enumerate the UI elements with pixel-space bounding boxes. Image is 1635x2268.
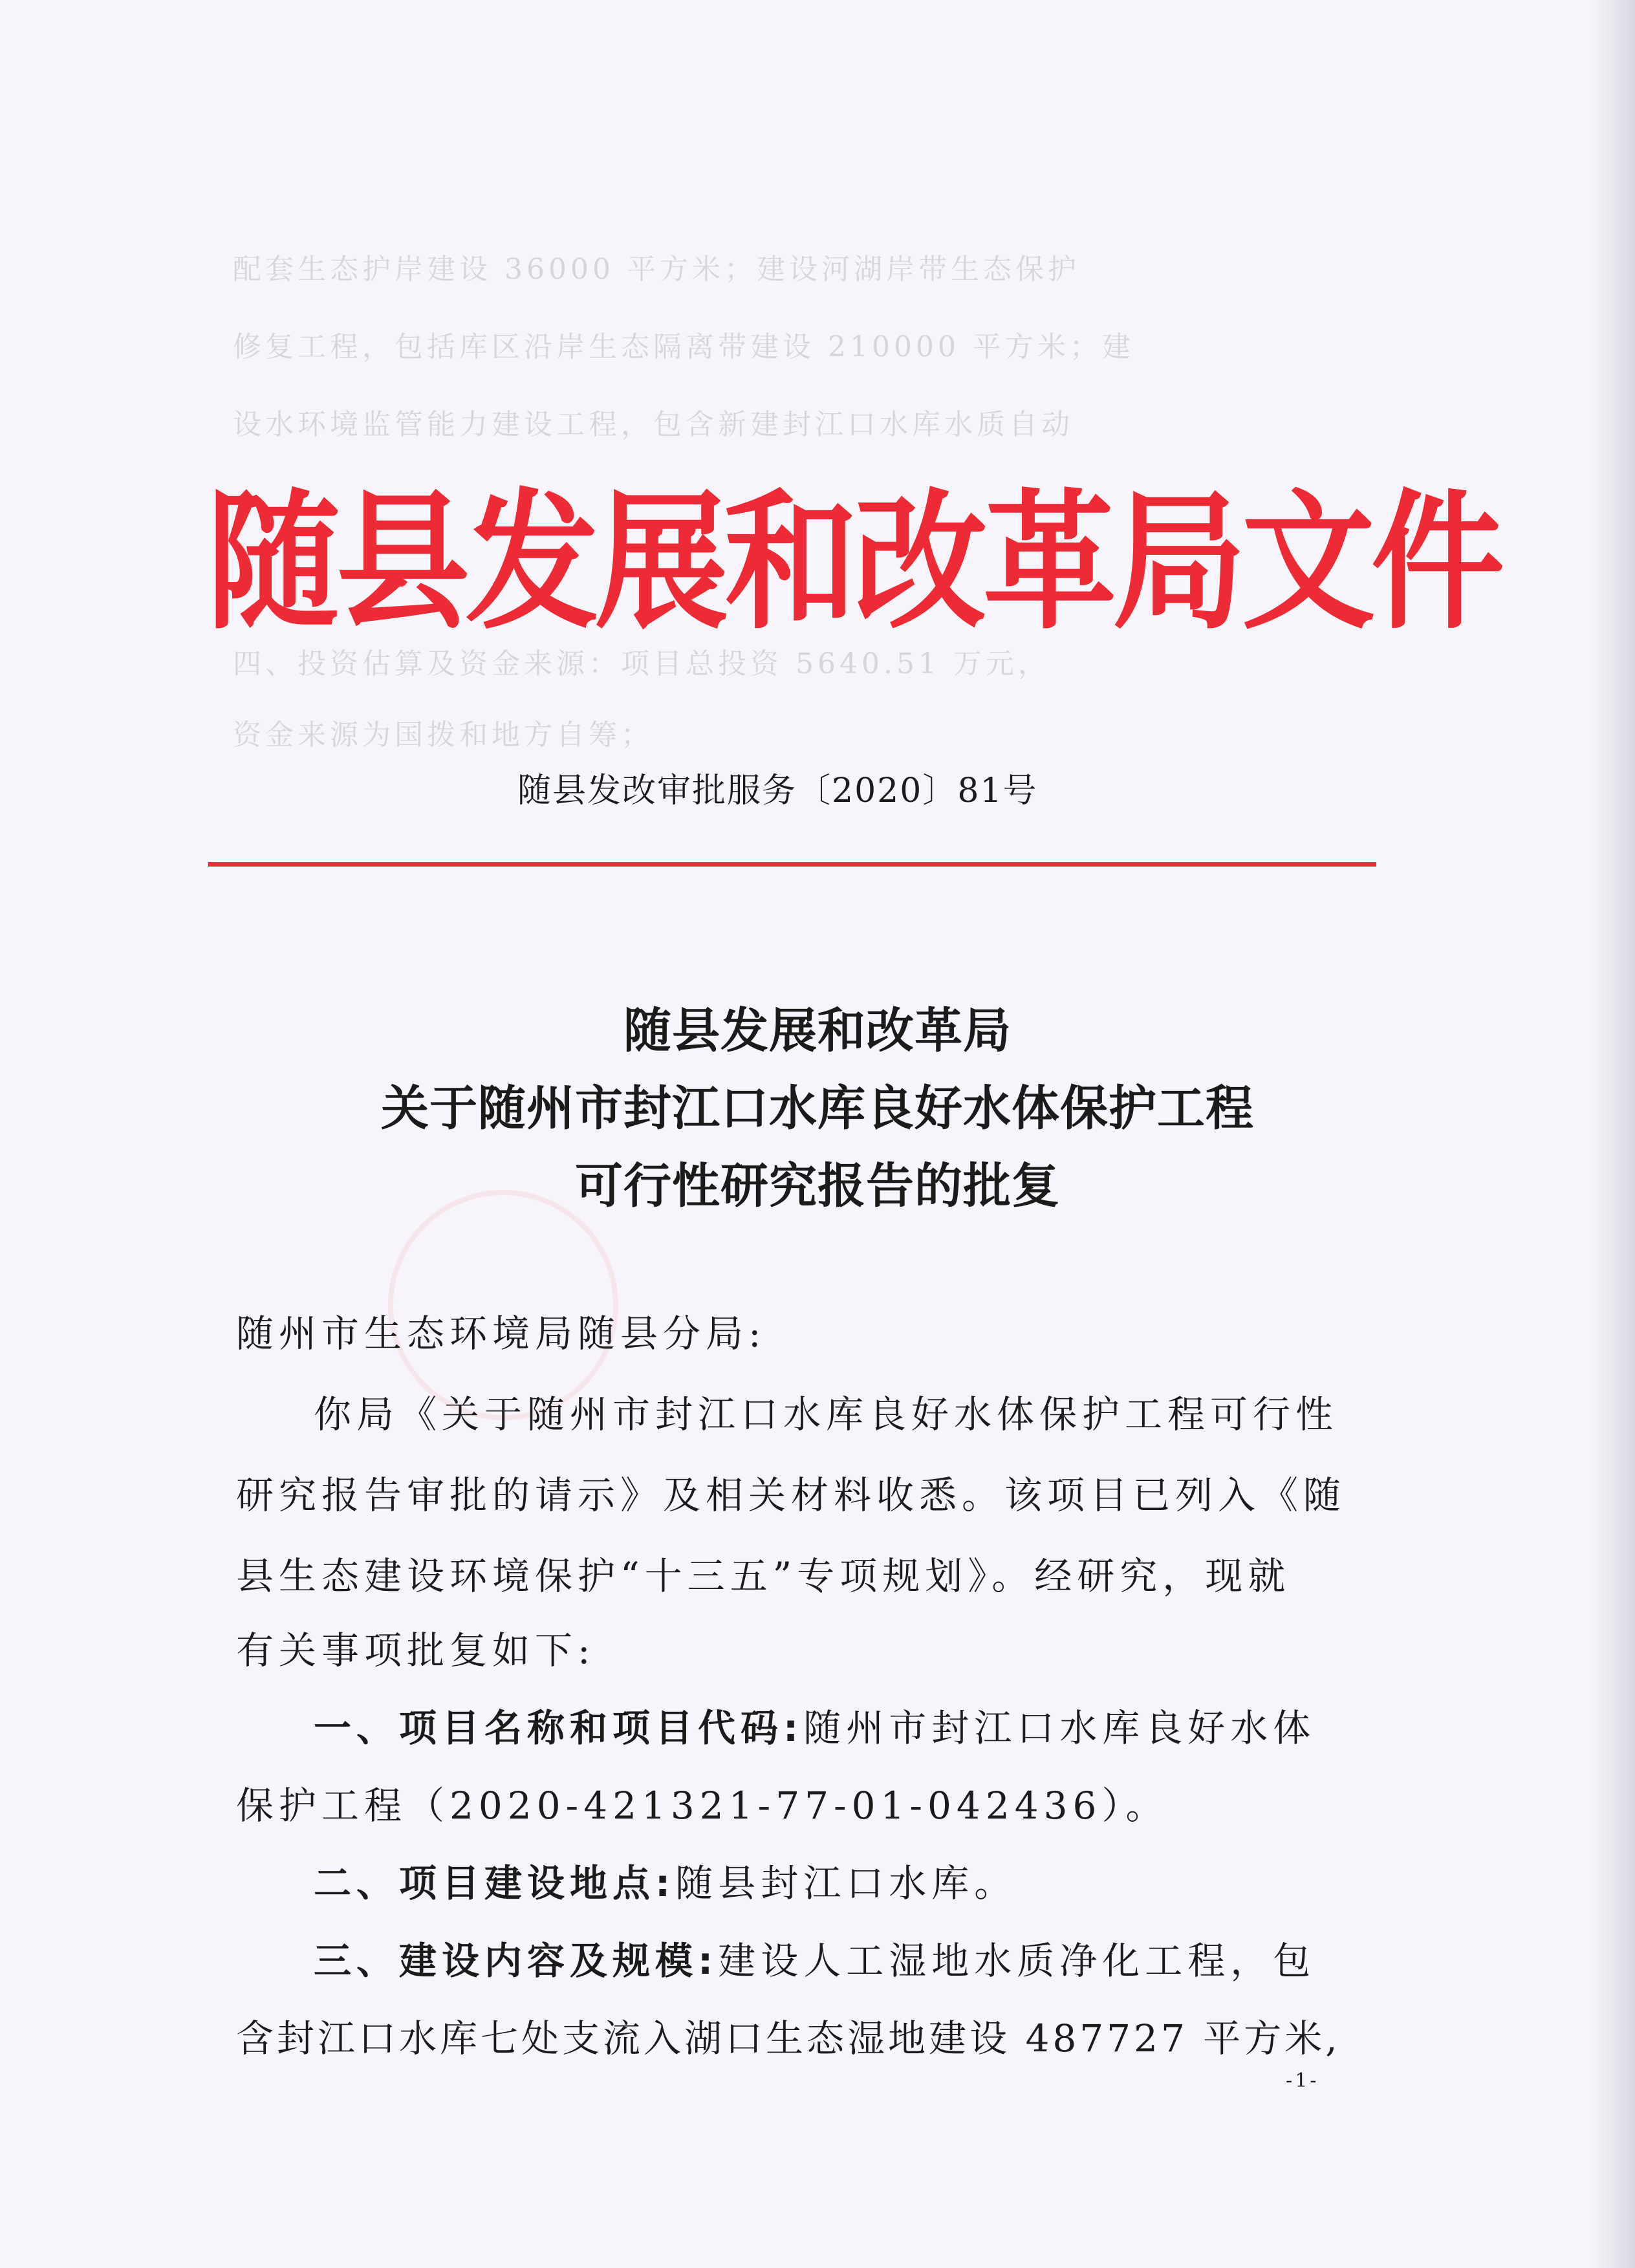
page-number: -1- xyxy=(1286,2069,1319,2092)
paragraph-line: 保护工程（2020-421321-77-01-042436）。 xyxy=(236,1784,1169,1828)
bleed-through-line: 设水环境监管能力建设工程，包含新建封江口水库水质自动 xyxy=(233,408,1074,441)
paragraph-line: 县生态建设环境保护“十三五”专项规划》。经研究，现就 xyxy=(236,1554,1291,1598)
paragraph-line: 你局《关于随州市封江口水库良好水体保护工程可行性 xyxy=(314,1392,1339,1436)
document-number: 随县发改审批服务〔2020〕81号 xyxy=(517,772,1038,810)
title-line-3: 可行性研究报告的批复 xyxy=(575,1158,1060,1214)
item-2-line xyxy=(236,1853,1400,1907)
red-divider-line xyxy=(208,862,1376,867)
title-line-2: 关于随州市封江口水库良好水体保护工程 xyxy=(381,1081,1254,1136)
item-1-heading: 一、项目名称和项目代码: xyxy=(314,1706,804,1750)
paragraph-line: 有关事项批复如下: xyxy=(236,1628,596,1672)
document-masthead: 随县发展和改革局文件 xyxy=(207,475,1501,650)
item-3-text: 建设人工湿地水质净化工程，包 xyxy=(718,1939,1316,1983)
item-2-heading: 二、项目建设地点: xyxy=(314,1861,676,1905)
item-3-heading: 三、建设内容及规模: xyxy=(314,1939,719,1983)
addressee: 随州市生态环境局随县分局: xyxy=(236,1312,766,1355)
bleed-through-line: 修复工程，包括库区沿岸生态隔离带建设 210000 平方米；建 xyxy=(233,330,1134,363)
paragraph-line: 研究报告审批的请示》及相关材料收悉。该项目已列入《随 xyxy=(236,1473,1347,1517)
item-1-text: 随州市封江口水库良好水体 xyxy=(803,1706,1316,1750)
item-1-line xyxy=(236,1698,1400,1752)
bleed-through-line: 资金来源为国拨和地方自筹； xyxy=(233,718,653,751)
bleed-through-line: 配套生态护岸建设 36000 平方米；建设河湖岸带生态保护 xyxy=(233,253,1080,286)
bleed-through-line: 四、投资估算及资金来源：项目总投资 5640.51 万元， xyxy=(233,647,1050,680)
item-2-text: 随县封江口水库。 xyxy=(675,1861,1017,1905)
title-line-1: 随县发展和改革局 xyxy=(623,1003,1012,1059)
paragraph-line: 含封江口水库七处支流入湖口生态湿地建设 487727 平方米, xyxy=(236,2016,1341,2060)
scan-edge xyxy=(1590,0,1635,2268)
item-3-line xyxy=(236,1930,1400,1985)
